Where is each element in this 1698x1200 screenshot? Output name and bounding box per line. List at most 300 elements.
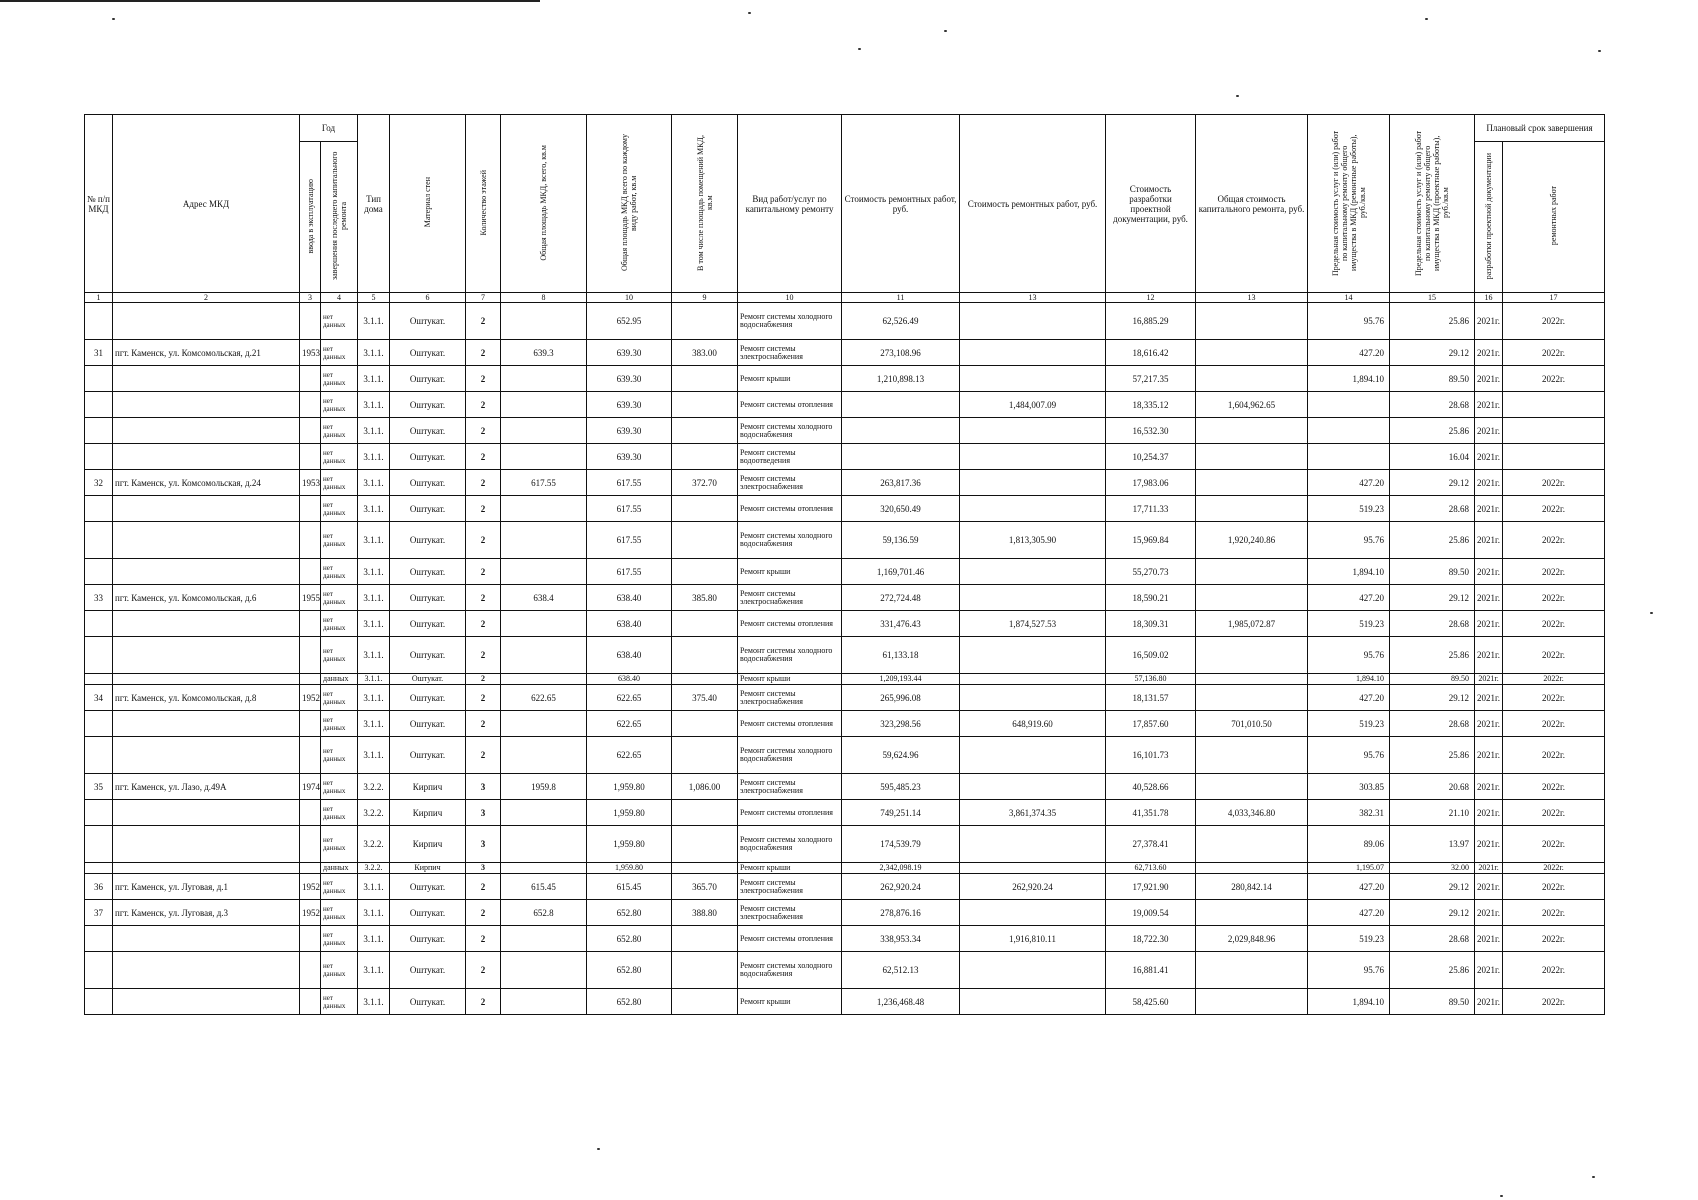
cell-design-cost: 17,921.90 <box>1106 874 1196 900</box>
cell-design-cost: 15,969.84 <box>1106 522 1196 559</box>
cell-work-type: Ремонт системы электроснабжения <box>738 585 842 611</box>
cell-floors: 2 <box>466 711 501 737</box>
cell-limit-design: 25.86 <box>1390 952 1475 989</box>
cell-total-area <box>501 952 587 989</box>
cell-wall-material: Оштукат. <box>390 522 466 559</box>
cell-repair-cost <box>842 418 960 444</box>
cell-floors: 2 <box>466 559 501 585</box>
cell-year-commission <box>300 611 321 637</box>
cell-deadline-repair: 2022г. <box>1503 470 1605 496</box>
cell-premises-area <box>672 863 738 874</box>
cell-limit-design: 25.86 <box>1390 737 1475 774</box>
cell-repair-cost <box>842 444 960 470</box>
cell-year-commission <box>300 559 321 585</box>
hdr-area-by-work-text: Общая площадь МКД всего по каждому виду работ, кв.м <box>620 134 639 271</box>
scan-speck <box>1236 95 1239 97</box>
cell-repair-cost: 272,724.48 <box>842 585 960 611</box>
cell-address <box>113 303 300 340</box>
cell-total-area <box>501 863 587 874</box>
cell-limit-design: 16.04 <box>1390 444 1475 470</box>
table-row <box>85 444 1605 470</box>
cell-floors: 3 <box>466 774 501 800</box>
cell-floors: 2 <box>466 952 501 989</box>
cell-limit-design: 28.68 <box>1390 392 1475 418</box>
table-row <box>85 392 1605 418</box>
cell-area-by-work: 639.30 <box>587 366 672 392</box>
cell-deadline-design: 2021г. <box>1475 559 1503 585</box>
cell-year-last-repair: нет данных <box>321 418 358 444</box>
cell-repair-cost-total <box>960 863 1106 874</box>
cell-total-area <box>501 444 587 470</box>
cell-repair-cost: 265,996.08 <box>842 685 960 711</box>
cell-total-cost <box>1196 303 1308 340</box>
cell-row-number <box>85 952 113 989</box>
cell-total-cost <box>1196 418 1308 444</box>
cell-limit-repair: 89.06 <box>1308 826 1390 863</box>
cell-year-commission <box>300 800 321 826</box>
cell-limit-repair: 1,894.10 <box>1308 989 1390 1015</box>
cell-year-commission: 1952 <box>300 685 321 711</box>
column-number: 17 <box>1503 293 1605 303</box>
cell-work-type: Ремонт системы электроснабжения <box>738 340 842 366</box>
column-number: 14 <box>1308 293 1390 303</box>
cell-design-cost: 10,254.37 <box>1106 444 1196 470</box>
cell-limit-design: 29.12 <box>1390 340 1475 366</box>
cell-floors: 2 <box>466 900 501 926</box>
cell-limit-repair: 382.31 <box>1308 800 1390 826</box>
cell-premises-area <box>672 444 738 470</box>
cell-year-last-repair: нет данных <box>321 900 358 926</box>
cell-year-commission <box>300 674 321 685</box>
cell-wall-material: Оштукат. <box>390 418 466 444</box>
cell-row-number <box>85 303 113 340</box>
cell-row-number: 34 <box>85 685 113 711</box>
cell-row-number <box>85 522 113 559</box>
table-row <box>85 826 1605 863</box>
cell-year-commission: 1952 <box>300 874 321 900</box>
cell-deadline-design: 2021г. <box>1475 585 1503 611</box>
cell-design-cost: 18,131.57 <box>1106 685 1196 711</box>
cell-area-by-work: 652.80 <box>587 926 672 952</box>
cell-repair-cost: 1,210,898.13 <box>842 366 960 392</box>
cell-premises-area <box>672 392 738 418</box>
cell-deadline-design: 2021г. <box>1475 989 1503 1015</box>
cell-design-cost: 18,590.21 <box>1106 585 1196 611</box>
cell-house-type: 3.2.2. <box>358 800 390 826</box>
scan-speck <box>748 12 751 14</box>
cell-repair-cost-total <box>960 952 1106 989</box>
cell-limit-repair: 427.20 <box>1308 874 1390 900</box>
cell-area-by-work: 639.30 <box>587 392 672 418</box>
cell-design-cost: 40,528.66 <box>1106 774 1196 800</box>
cell-floors: 2 <box>466 611 501 637</box>
cell-work-type: Ремонт крыши <box>738 863 842 874</box>
cell-wall-material: Оштукат. <box>390 611 466 637</box>
cell-repair-cost-total: 262,920.24 <box>960 874 1106 900</box>
cell-address <box>113 711 300 737</box>
cell-area-by-work: 638.40 <box>587 637 672 674</box>
cell-deadline-design: 2021г. <box>1475 774 1503 800</box>
cell-wall-material: Оштукат. <box>390 711 466 737</box>
cell-deadline-repair <box>1503 392 1605 418</box>
cell-house-type: 3.1.1. <box>358 340 390 366</box>
cell-limit-design: 13.97 <box>1390 826 1475 863</box>
cell-repair-cost-total <box>960 303 1106 340</box>
table-row <box>85 585 1605 611</box>
cell-house-type: 3.1.1. <box>358 366 390 392</box>
cell-repair-cost: 263,817.36 <box>842 470 960 496</box>
cell-design-cost: 18,722.30 <box>1106 926 1196 952</box>
cell-deadline-repair: 2022г. <box>1503 585 1605 611</box>
cell-row-number: 33 <box>85 585 113 611</box>
cell-design-cost: 41,351.78 <box>1106 800 1196 826</box>
cell-repair-cost-total: 1,916,810.11 <box>960 926 1106 952</box>
cell-floors: 2 <box>466 418 501 444</box>
hdr-repair-cost-total: Стоимость ремонтных работ, руб. <box>960 115 1106 293</box>
cell-total-cost: 2,029,848.96 <box>1196 926 1308 952</box>
cell-repair-cost-total <box>960 900 1106 926</box>
cell-area-by-work: 652.95 <box>587 303 672 340</box>
cell-wall-material: Оштукат. <box>390 737 466 774</box>
cell-design-cost: 55,270.73 <box>1106 559 1196 585</box>
cell-limit-design: 28.68 <box>1390 711 1475 737</box>
cell-work-type: Ремонт системы холодного водоснабжения <box>738 737 842 774</box>
cell-repair-cost-total <box>960 418 1106 444</box>
cell-area-by-work: 617.55 <box>587 559 672 585</box>
cell-house-type: 3.1.1. <box>358 900 390 926</box>
column-number: 12 <box>1106 293 1196 303</box>
cell-area-by-work: 615.45 <box>587 874 672 900</box>
cell-total-area: 638.4 <box>501 585 587 611</box>
cell-area-by-work: 638.40 <box>587 611 672 637</box>
cell-house-type: 3.1.1. <box>358 926 390 952</box>
cell-address <box>113 611 300 637</box>
cell-work-type: Ремонт системы холодного водоснабжения <box>738 637 842 674</box>
cell-wall-material: Оштукат. <box>390 926 466 952</box>
cell-deadline-repair: 2022г. <box>1503 826 1605 863</box>
cell-floors: 2 <box>466 366 501 392</box>
cell-area-by-work: 1,959.80 <box>587 826 672 863</box>
cell-limit-design: 89.50 <box>1390 989 1475 1015</box>
cell-year-last-repair: нет данных <box>321 559 358 585</box>
cell-repair-cost: 59,136.59 <box>842 522 960 559</box>
scan-speck <box>112 18 115 20</box>
cell-premises-area <box>672 559 738 585</box>
cell-repair-cost-total <box>960 685 1106 711</box>
cell-repair-cost-total: 1,874,527.53 <box>960 611 1106 637</box>
cell-deadline-design: 2021г. <box>1475 711 1503 737</box>
column-number: 9 <box>672 293 738 303</box>
cell-design-cost: 18,335.12 <box>1106 392 1196 418</box>
cell-row-number <box>85 826 113 863</box>
cell-total-cost: 1,604,962.65 <box>1196 392 1308 418</box>
cell-work-type: Ремонт системы электроснабжения <box>738 470 842 496</box>
column-number: 3 <box>300 293 321 303</box>
cell-repair-cost-total <box>960 340 1106 366</box>
cell-deadline-design: 2021г. <box>1475 863 1503 874</box>
cell-total-cost <box>1196 952 1308 989</box>
cell-design-cost: 18,309.31 <box>1106 611 1196 637</box>
cell-work-type: Ремонт системы водоотведения <box>738 444 842 470</box>
cell-deadline-design: 2021г. <box>1475 685 1503 711</box>
cell-house-type: 3.2.2. <box>358 826 390 863</box>
cell-row-number: 35 <box>85 774 113 800</box>
cell-floors: 2 <box>466 470 501 496</box>
cell-work-type: Ремонт системы отопления <box>738 711 842 737</box>
cell-deadline-design: 2021г. <box>1475 418 1503 444</box>
cell-limit-repair: 1,894.10 <box>1308 366 1390 392</box>
cell-house-type: 3.1.1. <box>358 637 390 674</box>
cell-year-last-repair: нет данных <box>321 611 358 637</box>
cell-limit-repair: 95.76 <box>1308 737 1390 774</box>
cell-total-area: 639.3 <box>501 340 587 366</box>
cell-address: пгт. Каменск, ул. Лазо, д.49А <box>113 774 300 800</box>
cell-house-type: 3.2.2. <box>358 774 390 800</box>
cell-repair-cost: 595,485.23 <box>842 774 960 800</box>
cell-repair-cost: 278,876.16 <box>842 900 960 926</box>
cell-total-area: 617.55 <box>501 470 587 496</box>
cell-address: пгт. Каменск, ул. Комсомольская, д.6 <box>113 585 300 611</box>
cell-deadline-repair: 2022г. <box>1503 900 1605 926</box>
cell-work-type: Ремонт крыши <box>738 989 842 1015</box>
cell-deadline-repair: 2022г. <box>1503 496 1605 522</box>
cell-repair-cost-total <box>960 585 1106 611</box>
cell-premises-area <box>672 637 738 674</box>
cell-year-commission <box>300 496 321 522</box>
column-number: 6 <box>390 293 466 303</box>
cell-year-last-repair: нет данных <box>321 522 358 559</box>
hdr-year-commission <box>300 142 321 293</box>
cell-wall-material: Оштукат. <box>390 559 466 585</box>
cell-deadline-repair: 2022г. <box>1503 366 1605 392</box>
cell-total-cost: 4,033,346.80 <box>1196 800 1308 826</box>
cell-deadline-repair: 2022г. <box>1503 874 1605 900</box>
cell-repair-cost: 174,539.79 <box>842 826 960 863</box>
cell-year-last-repair: нет данных <box>321 303 358 340</box>
cell-repair-cost: 1,236,468.48 <box>842 989 960 1015</box>
cell-repair-cost-total <box>960 826 1106 863</box>
cell-year-last-repair: нет данных <box>321 874 358 900</box>
cell-year-commission <box>300 522 321 559</box>
cell-premises-area: 375.40 <box>672 685 738 711</box>
cell-deadline-repair <box>1503 444 1605 470</box>
cell-year-commission: 1953 <box>300 470 321 496</box>
cell-year-commission <box>300 926 321 952</box>
cell-repair-cost-total: 1,484,007.09 <box>960 392 1106 418</box>
cell-address <box>113 366 300 392</box>
cell-total-area: 1959.8 <box>501 774 587 800</box>
cell-deadline-repair: 2022г. <box>1503 800 1605 826</box>
cell-limit-design: 28.68 <box>1390 926 1475 952</box>
cell-deadline-design: 2021г. <box>1475 952 1503 989</box>
hdr-floors-text: Количество этажей <box>478 169 488 236</box>
cell-house-type: 3.1.1. <box>358 392 390 418</box>
cell-premises-area <box>672 522 738 559</box>
cell-total-cost <box>1196 470 1308 496</box>
hdr-limit-repair <box>1308 115 1390 293</box>
hdr-wall-material <box>390 115 466 293</box>
cell-repair-cost: 1,169,701.46 <box>842 559 960 585</box>
cell-row-number <box>85 800 113 826</box>
cell-address <box>113 989 300 1015</box>
cell-row-number <box>85 989 113 1015</box>
cell-year-last-repair: нет данных <box>321 800 358 826</box>
cell-work-type: Ремонт системы отопления <box>738 392 842 418</box>
repair-plan-table <box>84 114 1605 1015</box>
cell-limit-design: 29.12 <box>1390 874 1475 900</box>
cell-deadline-design: 2021г. <box>1475 674 1503 685</box>
cell-deadline-repair: 2022г. <box>1503 863 1605 874</box>
cell-limit-design: 29.12 <box>1390 685 1475 711</box>
cell-limit-repair: 427.20 <box>1308 685 1390 711</box>
cell-house-type: 3.1.1. <box>358 559 390 585</box>
cell-year-commission <box>300 952 321 989</box>
cell-total-cost <box>1196 674 1308 685</box>
cell-premises-area <box>672 496 738 522</box>
cell-limit-design: 28.68 <box>1390 611 1475 637</box>
cell-address: пгт. Каменск, ул. Луговая, д.3 <box>113 900 300 926</box>
cell-limit-repair: 1,894.10 <box>1308 674 1390 685</box>
cell-total-area <box>501 366 587 392</box>
cell-limit-repair: 519.23 <box>1308 926 1390 952</box>
cell-deadline-repair: 2022г. <box>1503 303 1605 340</box>
cell-year-commission <box>300 989 321 1015</box>
cell-total-cost <box>1196 496 1308 522</box>
cell-work-type: Ремонт крыши <box>738 674 842 685</box>
hdr-repair-cost: Стоимость ремонтных работ, руб. <box>842 115 960 293</box>
cell-total-cost <box>1196 900 1308 926</box>
cell-repair-cost: 62,512.13 <box>842 952 960 989</box>
cell-work-type: Ремонт системы электроснабжения <box>738 774 842 800</box>
cell-year-commission <box>300 444 321 470</box>
scan-edge-line <box>0 0 540 2</box>
hdr-limit-design-text: Предельная стоимость услуг и (или) работ по капитальному ремонту общего имущества в МКД (проектные работы), руб./кв.м <box>1414 129 1451 276</box>
cell-wall-material: Кирпич <box>390 774 466 800</box>
cell-repair-cost-total <box>960 366 1106 392</box>
cell-limit-repair: 303.85 <box>1308 774 1390 800</box>
cell-design-cost: 16,509.02 <box>1106 637 1196 674</box>
cell-premises-area: 385.80 <box>672 585 738 611</box>
cell-limit-repair: 1,894.10 <box>1308 559 1390 585</box>
cell-row-number <box>85 366 113 392</box>
cell-design-cost: 16,101.73 <box>1106 737 1196 774</box>
cell-design-cost: 16,532.30 <box>1106 418 1196 444</box>
cell-design-cost: 58,425.60 <box>1106 989 1196 1015</box>
cell-address <box>113 674 300 685</box>
scan-speck <box>1650 612 1653 614</box>
cell-address <box>113 496 300 522</box>
cell-wall-material: Оштукат. <box>390 674 466 685</box>
cell-work-type: Ремонт системы холодного водоснабжения <box>738 303 842 340</box>
cell-work-type: Ремонт крыши <box>738 366 842 392</box>
cell-total-area <box>501 800 587 826</box>
cell-total-area <box>501 496 587 522</box>
cell-limit-repair: 519.23 <box>1308 496 1390 522</box>
hdr-deadline-design-text: разработки проектной документации <box>1484 152 1494 280</box>
cell-row-number <box>85 392 113 418</box>
cell-repair-cost-total: 1,813,305.90 <box>960 522 1106 559</box>
cell-repair-cost-total: 3,861,374.35 <box>960 800 1106 826</box>
hdr-deadline-group: Плановый срок завершения <box>1475 115 1605 142</box>
cell-address: пгт. Каменск, ул. Комсомольская, д.8 <box>113 685 300 711</box>
table-row <box>85 874 1605 900</box>
hdr-address: Адрес МКД <box>113 115 300 293</box>
cell-work-type: Ремонт системы холодного водоснабжения <box>738 418 842 444</box>
cell-deadline-design: 2021г. <box>1475 366 1503 392</box>
cell-repair-cost: 273,108.96 <box>842 340 960 366</box>
cell-house-type: 3.1.1. <box>358 989 390 1015</box>
cell-premises-area <box>672 366 738 392</box>
cell-area-by-work: 1,959.80 <box>587 800 672 826</box>
cell-wall-material: Кирпич <box>390 863 466 874</box>
cell-total-area <box>501 674 587 685</box>
cell-total-area <box>501 711 587 737</box>
cell-wall-material: Оштукат. <box>390 952 466 989</box>
column-number: 13 <box>960 293 1106 303</box>
cell-deadline-design: 2021г. <box>1475 926 1503 952</box>
cell-total-area <box>501 559 587 585</box>
scan-speck <box>597 1148 600 1150</box>
cell-floors: 2 <box>466 444 501 470</box>
table-row <box>85 737 1605 774</box>
cell-total-cost: 1,920,240.86 <box>1196 522 1308 559</box>
cell-work-type: Ремонт системы электроснабжения <box>738 874 842 900</box>
cell-deadline-design: 2021г. <box>1475 611 1503 637</box>
scan-speck <box>944 30 947 32</box>
cell-row-number <box>85 926 113 952</box>
cell-year-last-repair: нет данных <box>321 444 358 470</box>
cell-total-cost <box>1196 366 1308 392</box>
table-row <box>85 637 1605 674</box>
cell-work-type: Ремонт крыши <box>738 559 842 585</box>
cell-work-type: Ремонт системы холодного водоснабжения <box>738 522 842 559</box>
cell-premises-area <box>672 303 738 340</box>
cell-floors: 2 <box>466 989 501 1015</box>
cell-address <box>113 444 300 470</box>
cell-repair-cost-total <box>960 496 1106 522</box>
hdr-total-cost: Общая стоимость капитального ремонта, руб. <box>1196 115 1308 293</box>
cell-year-commission <box>300 303 321 340</box>
scan-speck <box>1500 1195 1503 1197</box>
cell-total-cost <box>1196 559 1308 585</box>
cell-premises-area <box>672 800 738 826</box>
cell-year-last-repair: нет данных <box>321 685 358 711</box>
cell-deadline-design: 2021г. <box>1475 737 1503 774</box>
table-row <box>85 989 1605 1015</box>
cell-area-by-work: 638.40 <box>587 585 672 611</box>
cell-wall-material: Оштукат. <box>390 685 466 711</box>
cell-limit-design: 25.86 <box>1390 303 1475 340</box>
cell-repair-cost: 1,209,193.44 <box>842 674 960 685</box>
cell-row-number <box>85 737 113 774</box>
hdr-total-area <box>501 115 587 293</box>
cell-design-cost: 18,616.42 <box>1106 340 1196 366</box>
cell-area-by-work: 622.65 <box>587 737 672 774</box>
table-body <box>85 303 1605 1015</box>
hdr-year-group: Год <box>300 115 358 142</box>
cell-total-cost <box>1196 863 1308 874</box>
table-row <box>85 611 1605 637</box>
cell-deadline-repair: 2022г. <box>1503 774 1605 800</box>
cell-deadline-repair: 2022г. <box>1503 340 1605 366</box>
cell-area-by-work: 639.30 <box>587 340 672 366</box>
scan-speck <box>1425 18 1428 20</box>
column-number: 10 <box>738 293 842 303</box>
cell-year-last-repair: нет данных <box>321 926 358 952</box>
cell-floors: 2 <box>466 874 501 900</box>
cell-deadline-repair: 2022г. <box>1503 989 1605 1015</box>
cell-limit-repair <box>1308 444 1390 470</box>
